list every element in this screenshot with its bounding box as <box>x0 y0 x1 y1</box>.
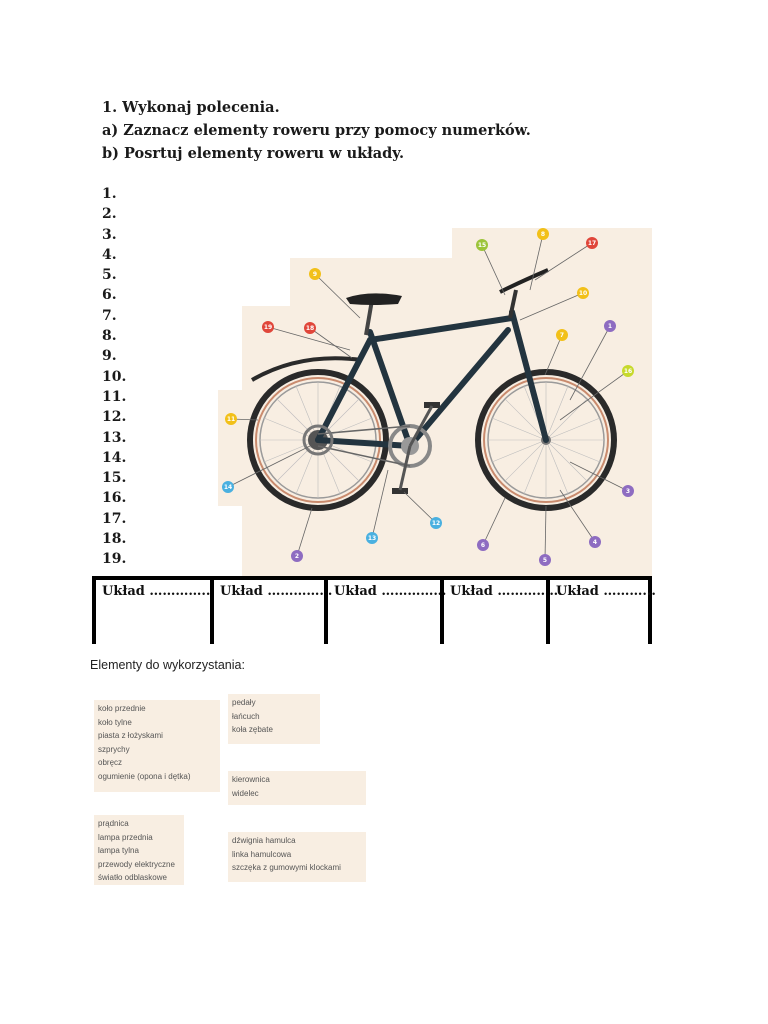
callout-13 <box>366 532 378 544</box>
list-item: 6. <box>102 287 117 304</box>
callout-6 <box>477 539 489 551</box>
svg-text:3: 3 <box>625 488 631 495</box>
element-group-steering <box>228 771 366 805</box>
svg-text:17: 17 <box>587 240 597 247</box>
list-item: 13. <box>102 429 127 446</box>
callout-9 <box>309 268 321 280</box>
uklad-table <box>92 576 656 644</box>
svg-text:16: 16 <box>623 368 633 375</box>
handlebar <box>500 270 548 292</box>
list-item: linka hamulcowa <box>232 849 292 859</box>
callout-1 <box>604 320 616 332</box>
list-item: 3. <box>102 226 117 243</box>
list-item: widelec <box>232 788 259 798</box>
list-item: 8. <box>102 328 117 345</box>
svg-text:12: 12 <box>431 520 441 527</box>
list-item: dźwignia hamulca <box>232 836 296 845</box>
list-item: łańcuch <box>232 711 260 721</box>
list-item: 18. <box>102 531 127 548</box>
instruction-line-1: 1. Wykonaj polecenia. <box>102 99 280 116</box>
uklad-label: Układ ………... <box>556 584 656 599</box>
list-item: obręcz <box>98 758 123 768</box>
svg-text:2: 2 <box>294 553 300 560</box>
elements-heading: Elementy do wykorzystania: <box>90 658 245 672</box>
svg-text:10: 10 <box>578 290 588 297</box>
svg-text:9: 9 <box>312 271 318 278</box>
uklad-cell[interactable] <box>440 576 563 644</box>
svg-text:7: 7 <box>559 332 565 339</box>
element-group-lighting <box>94 815 184 885</box>
svg-text:4: 4 <box>592 539 598 546</box>
svg-text:18: 18 <box>305 325 315 332</box>
list-item: 11. <box>102 388 127 405</box>
svg-text:19: 19 <box>263 324 273 331</box>
callout-15 <box>476 239 488 251</box>
list-item: 10. <box>102 368 127 385</box>
list-item: koła zębate <box>232 725 273 735</box>
uklad-cell[interactable] <box>324 576 447 644</box>
callout-8 <box>537 228 549 240</box>
svg-text:8: 8 <box>540 231 546 238</box>
callout-2 <box>291 550 303 562</box>
list-item: szprychy <box>98 744 130 754</box>
list-item: szczęka z gumowymi klockami <box>232 863 341 873</box>
list-item: 7. <box>102 307 117 324</box>
svg-text:15: 15 <box>477 242 487 249</box>
list-item: kierownica <box>232 775 270 784</box>
list-item: przewody elektryczne <box>98 859 175 869</box>
list-item: 12. <box>102 409 127 426</box>
callout-4 <box>589 536 601 548</box>
list-item: prądnica <box>98 819 129 828</box>
callout-14 <box>222 481 234 493</box>
list-item: 1. <box>102 186 117 202</box>
uklad-cell[interactable] <box>546 576 656 644</box>
callout-3 <box>622 485 634 497</box>
list-item: 2. <box>102 206 117 223</box>
list-item: lampa tylna <box>98 846 139 856</box>
list-item: 5. <box>102 267 117 284</box>
callout-5 <box>539 554 551 566</box>
uklad-label: Układ …………… <box>334 584 447 599</box>
uklad-label: Układ …………… <box>220 584 333 599</box>
callout-19 <box>262 321 274 333</box>
svg-text:14: 14 <box>223 484 233 491</box>
svg-text:6: 6 <box>480 542 486 549</box>
list-item: 19. <box>102 551 127 568</box>
list-item: koło tylne <box>98 717 132 727</box>
list-item: ogumienie (opona i dętka) <box>98 771 191 781</box>
uklad-label: Układ …………… <box>450 584 563 599</box>
list-item: lampa przednia <box>98 832 153 842</box>
list-item: 17. <box>102 510 127 527</box>
list-item: światło odblaskowe <box>98 873 167 883</box>
uklad-cell[interactable] <box>92 576 212 644</box>
list-item: 14. <box>102 449 127 466</box>
svg-text:1: 1 <box>607 323 613 330</box>
list-item: 9. <box>102 348 117 365</box>
list-item: 16. <box>102 490 127 507</box>
element-group-wheels <box>94 700 220 792</box>
callout-12 <box>430 517 442 529</box>
callout-10 <box>577 287 589 299</box>
svg-text:13: 13 <box>367 535 377 542</box>
instruction-line-3: b) Posrtuj elementy roweru w układy. <box>102 145 405 162</box>
callout-18 <box>304 322 316 334</box>
svg-text:5: 5 <box>542 557 548 564</box>
element-group-brakes <box>228 832 366 882</box>
callout-11 <box>225 413 237 425</box>
callout-17 <box>586 237 598 249</box>
uklad-label: Układ ………….. <box>102 584 211 599</box>
list-item: piasta z łożyskami <box>98 731 163 741</box>
callout-16 <box>622 365 634 377</box>
instruction-line-2: a) Zaznacz elementy roweru przy pomocy numerków. <box>102 122 531 139</box>
element-group-drive <box>228 694 320 744</box>
list-item: 15. <box>102 470 127 487</box>
saddle <box>346 293 402 305</box>
uklad-cell[interactable] <box>210 576 333 644</box>
svg-text:11: 11 <box>226 416 236 423</box>
callout-7 <box>556 329 568 341</box>
list-item: pedały <box>232 698 256 707</box>
list-item: 4. <box>102 246 117 263</box>
list-item: koło przednie <box>98 704 146 713</box>
